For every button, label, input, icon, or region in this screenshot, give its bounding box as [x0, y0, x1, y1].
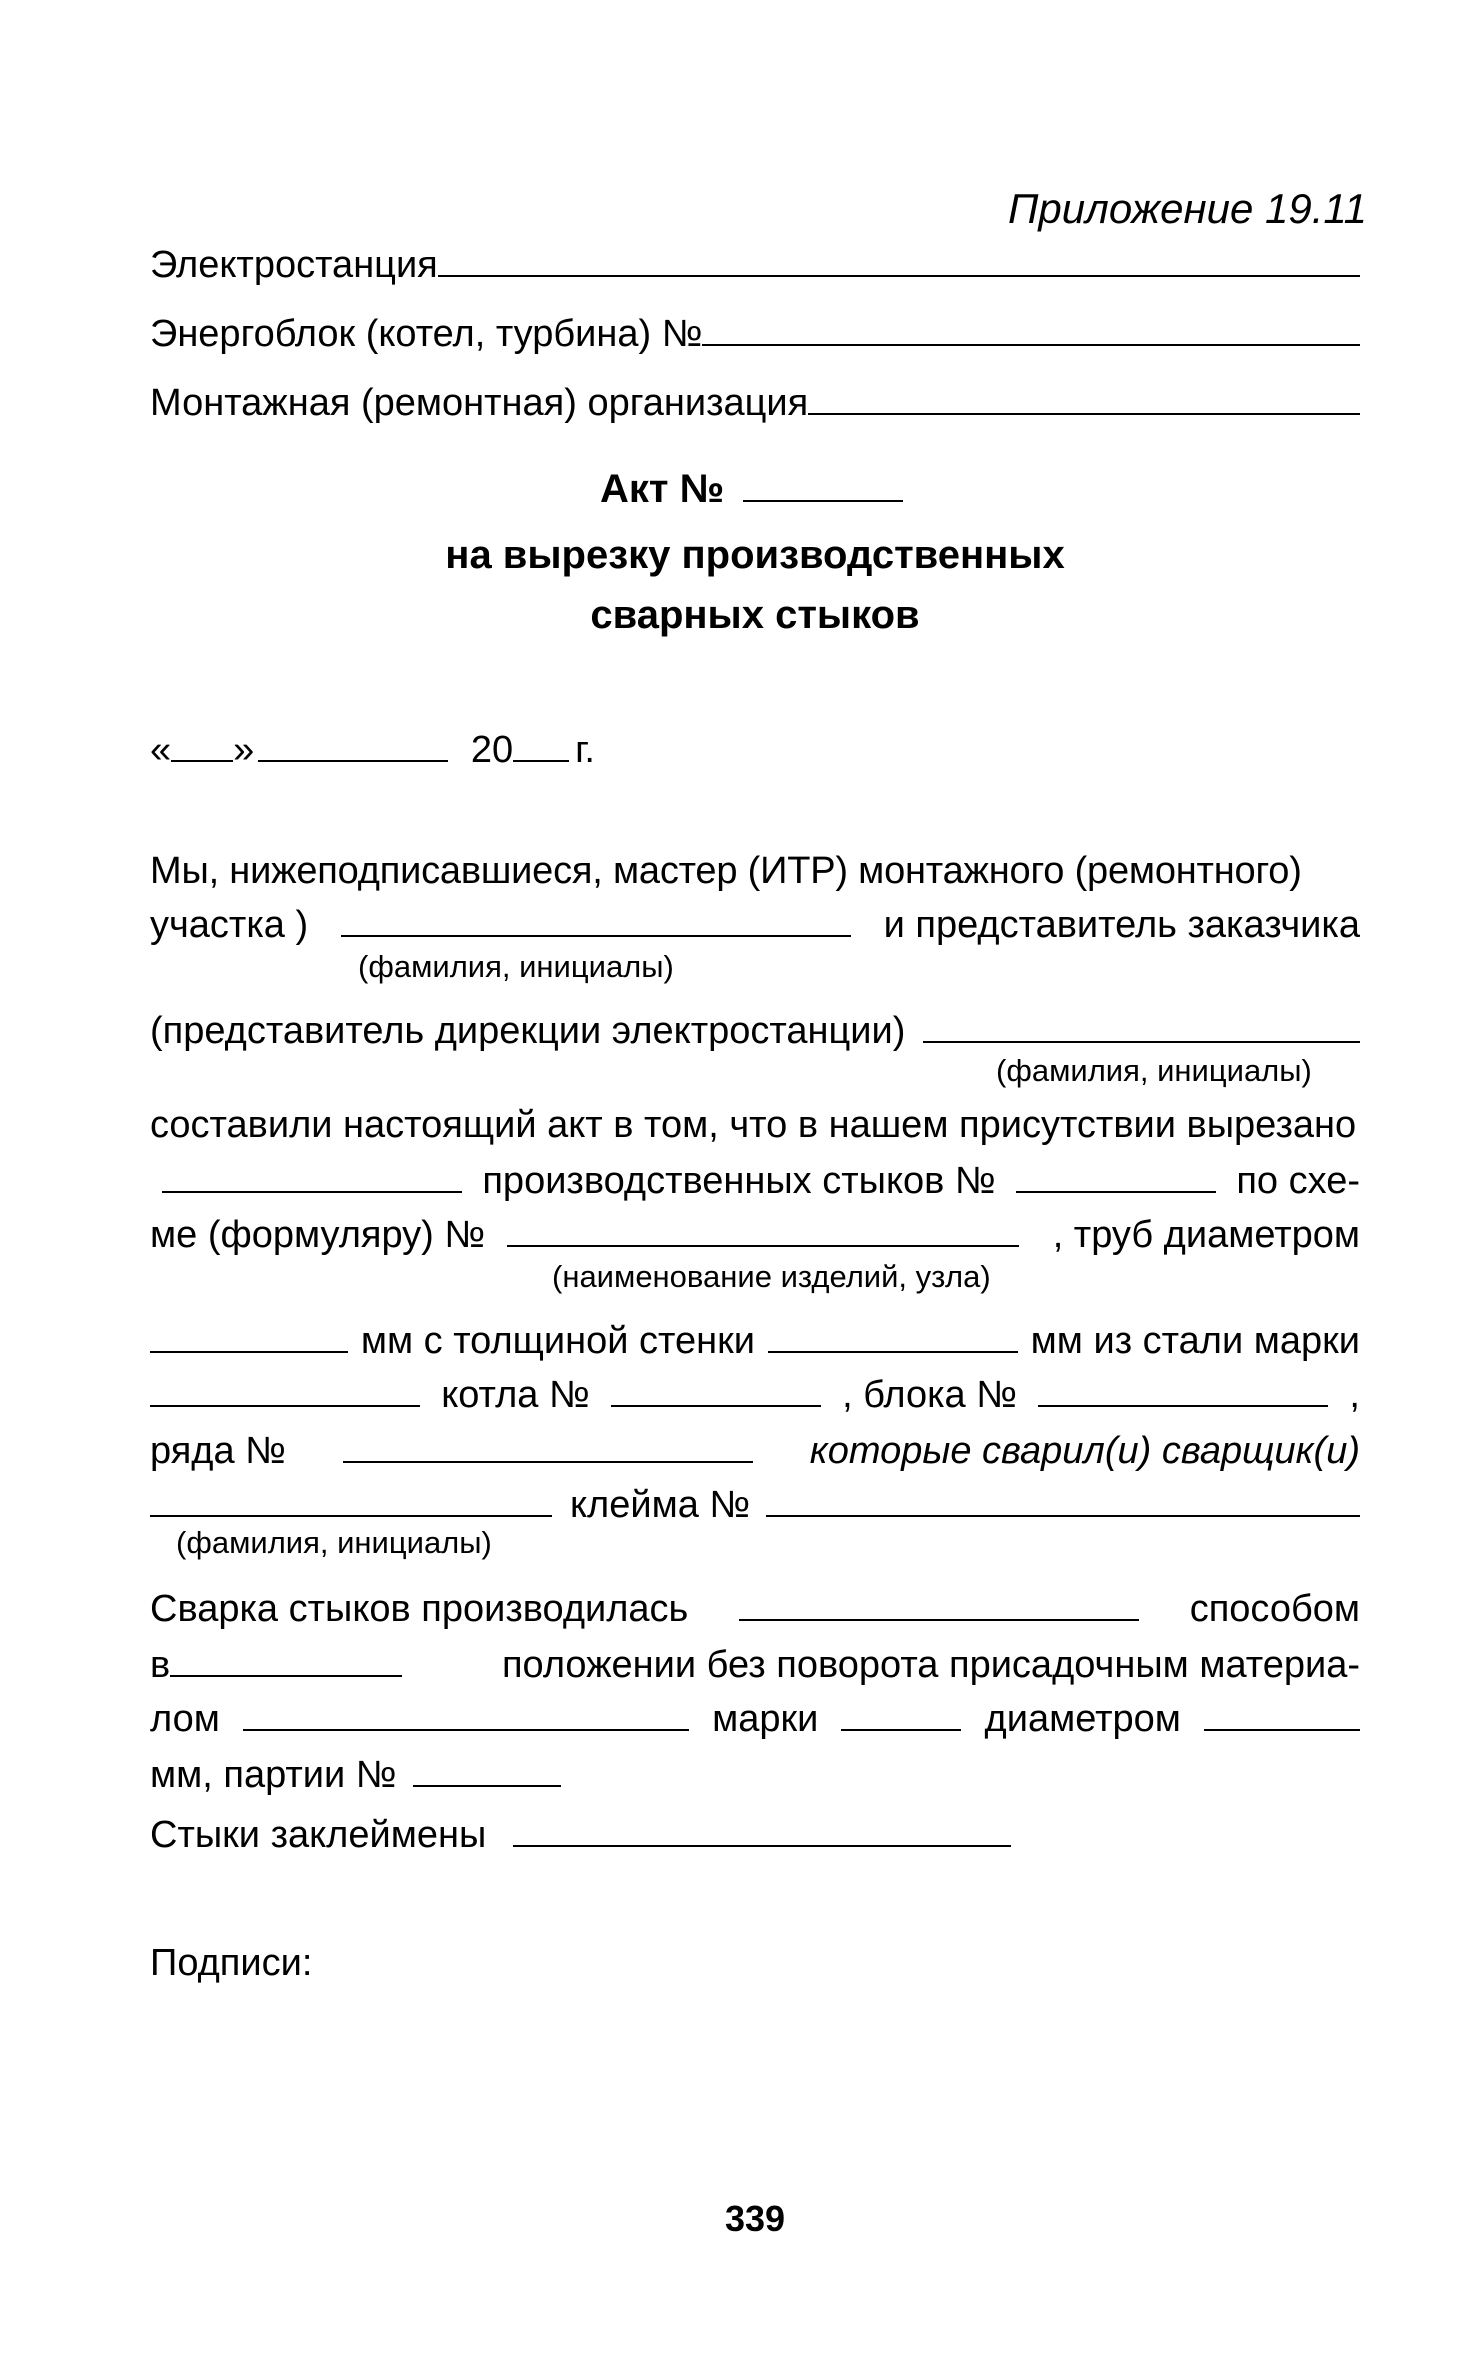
body-line-10: [150, 1482, 1360, 1528]
boiler-label: котла №: [441, 1374, 590, 1416]
position-blank[interactable]: [170, 1643, 402, 1677]
comma: ,: [1349, 1374, 1360, 1416]
joints-count-blank[interactable]: [162, 1159, 462, 1193]
stamp-label: клейма №: [570, 1484, 751, 1526]
body-line-7: [150, 1318, 1360, 1364]
joints-stamped-label: Стыки заклеймены: [150, 1814, 487, 1856]
act-number-line: [600, 466, 903, 512]
caption-directorate-name: (фамилия, инициалы): [996, 1053, 1312, 1088]
body-line-5: [150, 1158, 1360, 1204]
body-line-3: [150, 1008, 1360, 1054]
pipe-diameter-label: , труб диаметром: [1052, 1214, 1360, 1256]
body-line-4: составили настоящий акт в том, что в нашем присутствии вырезано: [150, 1104, 1357, 1146]
wall-thickness-label: мм с толщиной стенки: [360, 1320, 755, 1362]
power-unit-label: Энергоблок (котел, турбина) №: [150, 313, 703, 355]
date-line: [150, 727, 595, 773]
welders-label: которые сварил(и) сварщик(и): [809, 1430, 1360, 1472]
wall-thickness-blank[interactable]: [768, 1319, 1018, 1353]
organization-label: Монтажная (ремонтная) организация: [150, 382, 809, 424]
scheme-label-start: по схе-: [1236, 1160, 1360, 1202]
method-label: способом: [1189, 1588, 1360, 1630]
appendix-label: Приложение 19.11: [1008, 185, 1368, 232]
body-line-13: [150, 1696, 1360, 1742]
filler-diameter-blank[interactable]: [1204, 1697, 1360, 1731]
body-line-6: [150, 1212, 1360, 1258]
body-line-1: Мы, нижеподписавшиеся, мастер (ИТР) монтажного (ремонтного): [150, 850, 1302, 892]
row-number-blank[interactable]: [343, 1429, 753, 1463]
page-number: 339: [724, 2198, 786, 2239]
title-line-1: на вырезку производственных: [445, 533, 1065, 577]
year-blank[interactable]: [513, 728, 569, 762]
batch-label: мм, партии №: [150, 1754, 397, 1796]
section-label: участка ): [150, 904, 309, 946]
filler-material-label: положении без поворота присадочным материа-: [501, 1644, 1360, 1686]
body-line-2: [150, 902, 1360, 948]
caption-welder-name: (фамилия, инициалы): [176, 1525, 492, 1560]
steel-grade-blank[interactable]: [150, 1373, 420, 1407]
title-line-2: сварных стыков: [590, 593, 920, 637]
caption-master-name: (фамилия, инициалы): [358, 949, 674, 984]
master-name-blank[interactable]: [341, 903, 851, 937]
power-unit-blank[interactable]: [702, 312, 1360, 346]
scheme-label-end: ме (формуляру) №: [150, 1214, 486, 1256]
year-suffix: г.: [575, 729, 595, 771]
block-number-blank[interactable]: [1038, 1373, 1328, 1407]
signatures-label: Подписи:: [150, 1942, 313, 1984]
power-station-blank[interactable]: [438, 243, 1360, 277]
body-line-9: [150, 1428, 1360, 1474]
directorate-rep-label: (представитель дирекции электростанции): [150, 1010, 906, 1052]
organization-field: [150, 380, 1360, 426]
stamp-number-blank[interactable]: [766, 1483, 1360, 1517]
welding-method-blank[interactable]: [739, 1587, 1139, 1621]
act-number-blank[interactable]: [743, 468, 903, 502]
scheme-number-blank[interactable]: [507, 1213, 1019, 1247]
diameter-blank[interactable]: [150, 1319, 348, 1353]
body-line-11: [150, 1586, 1360, 1632]
batch-number-blank[interactable]: [413, 1753, 561, 1787]
power-station-field: [150, 242, 1360, 288]
joints-stamped-blank[interactable]: [513, 1813, 1011, 1847]
act-number-label: Акт №: [600, 467, 725, 511]
position-prefix: в: [150, 1644, 171, 1686]
welding-method-label: Сварка стыков производилась: [150, 1588, 689, 1630]
grade-blank[interactable]: [841, 1697, 961, 1731]
joints-number-blank[interactable]: [1016, 1159, 1216, 1193]
power-station-label: Электростанция: [150, 244, 438, 286]
power-unit-field: [150, 311, 1360, 357]
body-line-8: [150, 1372, 1360, 1418]
day-blank[interactable]: [171, 728, 233, 762]
block-label: , блока №: [842, 1374, 1017, 1416]
material-label-end: лом: [150, 1698, 220, 1740]
filler-diameter-label: диаметром: [984, 1698, 1181, 1740]
row-label: ряда №: [150, 1430, 286, 1472]
joints-label: производственных стыков №: [482, 1160, 996, 1202]
filler-material-blank[interactable]: [243, 1697, 689, 1731]
body-line-12: [150, 1642, 1360, 1688]
caption-product-name: (наименование изделий, узла): [552, 1259, 991, 1294]
date-close-quote: »: [233, 729, 255, 771]
body-line-14: [150, 1752, 561, 1798]
welder-name-blank[interactable]: [150, 1483, 552, 1517]
steel-grade-label: мм из стали марки: [1030, 1320, 1360, 1362]
year-prefix: 20: [470, 729, 514, 771]
boiler-number-blank[interactable]: [611, 1373, 821, 1407]
organization-blank[interactable]: [808, 381, 1360, 415]
directorate-rep-blank[interactable]: [923, 1009, 1360, 1043]
customer-rep-label: и представитель заказчика: [883, 904, 1360, 946]
grade-label: марки: [712, 1698, 819, 1740]
month-blank[interactable]: [258, 728, 448, 762]
date-open-quote: «: [150, 729, 172, 771]
body-line-15: [150, 1812, 1011, 1858]
